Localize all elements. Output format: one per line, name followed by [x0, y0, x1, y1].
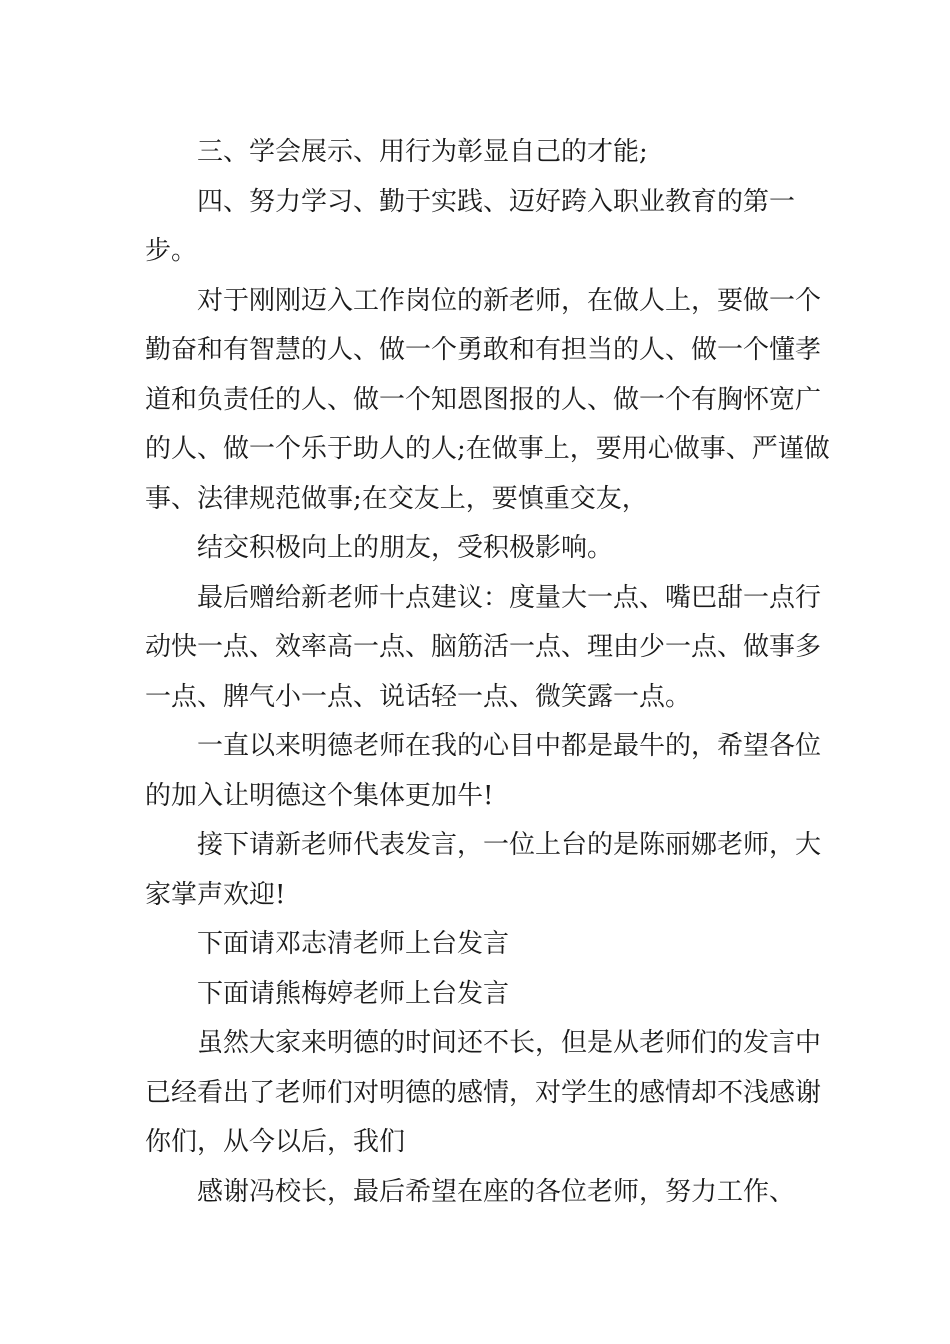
paragraph-11: 感谢冯校长，最后希望在座的各位老师，努力工作、 [197, 1176, 796, 1207]
paragraph-8: 下面请邓志清老师上台发言 [197, 929, 510, 959]
paragraph-1: 三、学会展示、用行为彰显自己的才能; [197, 137, 648, 167]
paragraph-5: 最后赠给新老师十点建议：度量大一点、嘴巴甜一点行动快一点、效率高一点、脑筋活一点、理由少一点、做事多一点、脾气小一点、说话轻一点、微笑露一点。 [145, 582, 822, 712]
paragraph-3: 对于刚刚迈入工作岗位的新老师，在做人上，要做一个勤奋和有智慧的人、做一个勇敢和有担当的人、做一个懂孝道和负责任的人、做一个知恩图报的人、做一个有胸怀宽广的人、做一个乐于助人的人;在做事上，要用心做事、严谨做事、法律规范做事;在交友上，要慎重交友， [145, 285, 830, 514]
paragraph-10: 虽然大家来明德的时间还不长，但是从老师们的发言中已经看出了老师们对明德的感情，对学生的感情却不浅感谢你们，从今以后，我们 [145, 1028, 822, 1157]
paragraph-7: 接下请新老师代表发言，一位上台的是陈丽娜老师，大家掌声欢迎! [145, 830, 822, 910]
paragraph-9: 下面请熊梅婷老师上台发言 [197, 978, 510, 1009]
paragraph-6: 一直以来明德老师在我的心目中都是最牛的，希望各位的加入让明德这个集体更加牛! [145, 731, 822, 811]
paragraph-4: 结交积极向上的朋友，受积极影响。 [197, 533, 614, 563]
paragraph-2: 四、努力学习、勤于实践、迈好跨入职业教育的第一步。 [145, 186, 796, 266]
